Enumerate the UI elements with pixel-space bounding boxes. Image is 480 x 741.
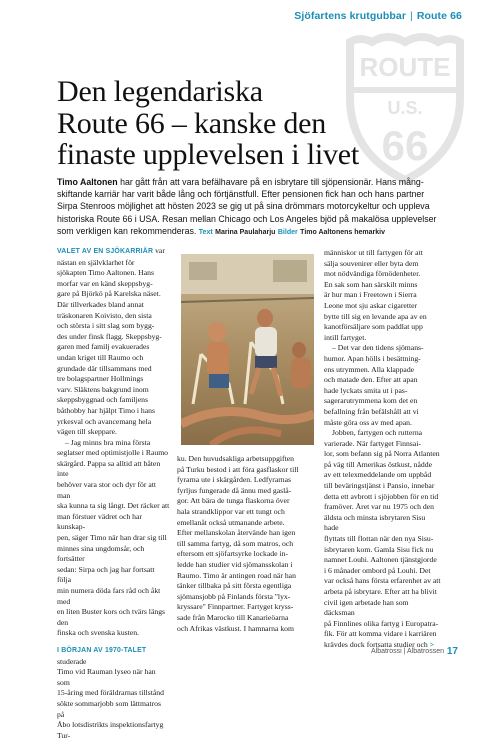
section-name: Sjöfartens krutgubbar — [294, 10, 407, 22]
text-line: varv. Släktens bakgrund inom — [57, 384, 149, 394]
watermark-number-text: 66 — [381, 122, 429, 169]
text-line: människor ut till fartygen för att — [324, 248, 423, 257]
text-line: tre bolagspartner Hollmings — [57, 374, 144, 384]
credit-pics-name: Timo Aaltonens hemarkiv — [300, 228, 385, 236]
text-line: namnet Louhi. Aaltonen tjänstgjorde — [324, 555, 437, 565]
ingress-line: har gått från att vara befälhavare på en isbrytare till sjöpensionär. Hans mång- — [120, 177, 424, 187]
text-line: Timo vid Rauman lyseo när han som — [57, 667, 156, 687]
paragraph-3 — [57, 645, 170, 741]
text-line: på väg till Amerikas östkust, nådde — [324, 459, 433, 469]
series-name: Route 66 — [416, 10, 462, 22]
text-line: är hur man i Freetown i Sierra — [324, 290, 417, 300]
watermark-us-text: U.S. — [387, 98, 423, 118]
text-line: tänker tillbaka på sitt första egentliga — [177, 581, 292, 591]
text-line: Raumo. Timo är antingen road när han — [177, 570, 296, 580]
text-line: sjökapten Timo Aaltonen. Hans — [57, 268, 154, 278]
section-kicker — [294, 10, 462, 22]
text-line: befallning från befälshåll att vi — [324, 406, 419, 416]
text-line: intill fartyget. — [324, 332, 367, 342]
text-line: grundade där tillsammans med — [57, 363, 152, 373]
text-line: minnes sina ungdomsår, och fortsätter — [57, 543, 145, 564]
text-line: lor, som befann sig på Norra Atlanten — [324, 449, 440, 459]
text-line: var också hans första erfarenhet av att — [324, 576, 441, 586]
text-line: detta ett avbrott i sjöjobben för en tid — [324, 491, 439, 501]
text-line: bytte till sig en levande apa av en — [324, 311, 427, 321]
text-line: civil igen arbetade han som däcksman — [324, 597, 409, 618]
text-line: träskonaren Koivisto, den sista — [57, 310, 152, 320]
text-line: des under finsk flagg. Skeppsbyg- — [57, 331, 162, 341]
text-line: emellanåt också utmanande arbete. — [177, 517, 285, 527]
text-line: skärgård. Pappa sa alltid att båten inte — [57, 458, 161, 479]
paragraph-6 — [324, 343, 441, 428]
text-line: pen, säger Timo när han drar sig till — [57, 533, 167, 543]
text-line: i 6 månader ombord på Louhi. Det — [324, 565, 431, 575]
text-line: vägen till skeppare. — [57, 427, 117, 437]
text-line: sade från Marocko till Kanarieöarna — [177, 612, 289, 622]
text-line: seglatser med optimistjolle i Raumo — [57, 448, 169, 458]
text-line: Åbo lotsdistrikts inspektionsfartyg Tur- — [57, 720, 164, 740]
text-line: yrkesval och avancemang hela — [57, 416, 152, 426]
ingress-line: Sirpa Stenroos möjlighet att hösten 2023 se gig ut på sina drömmars motorcykeltur och uppleva — [57, 201, 430, 212]
text-line: studerade — [57, 656, 87, 666]
text-line: – Jag minns bra mina första — [65, 437, 151, 447]
text-line: var — [153, 246, 165, 255]
text-line: och största i sitt slag som bygg- — [57, 321, 155, 331]
article-column-1 — [57, 246, 170, 741]
text-line: fyrljus fungerade då ännu med gaslå- — [177, 485, 292, 495]
text-line: kryssare" Finnpartner. Fartyget kryss- — [177, 602, 294, 612]
text-line: isbrytaren kom. Gamla Sisu fick nu — [324, 544, 434, 554]
article-column-3 — [324, 248, 441, 651]
deck-crew-photo — [181, 254, 314, 445]
text-line: av ett telexmeddelande om uppbåd — [324, 470, 432, 480]
text-line: behöver vara stor och dyr för att man — [57, 480, 157, 500]
text-line: till samma fartyg, då som matros, och — [177, 538, 294, 548]
footer-publication: Albatrossi | Albatrossen — [370, 648, 444, 655]
article-column-2 — [177, 454, 317, 634]
text-line: min numera döda fars råd och åkt med — [57, 586, 161, 606]
text-line: fyrarna ute i skärgården. Ledfyrarnas — [177, 475, 292, 485]
text-line: kanotförsäljare som paddlat upp — [324, 322, 423, 332]
text-line: äldsta och minsta isbrytaren Sisu hade — [324, 512, 426, 533]
text-line: sedan: Sirpa och jag har fortsatt följa — [57, 564, 155, 585]
ingress-line: skiftande karriär har varit både lång och förtjänstfull. Efter pensionen fick han och hans partner — [57, 189, 425, 200]
text-line: man förstuer vädret och har kunskap- — [57, 511, 142, 532]
text-line: eftersom ett sjöfartsyrke lockade in- — [177, 549, 288, 559]
text-line: framöver. Året var nu 1975 och den — [324, 502, 434, 512]
credit-pics-label: Bilder — [277, 228, 298, 236]
paragraph-1 — [57, 246, 170, 438]
text-line: båthobby har hjälpt Timo i hans — [57, 405, 156, 415]
text-line: sälja souvenirer eller byta dem — [324, 258, 419, 268]
text-line: undan kriget till Raumo och — [57, 352, 144, 362]
text-line: skeppsbyggnad och familjens — [57, 395, 148, 405]
paragraph-5 — [324, 248, 441, 343]
ingress-line: historiska Route 66 i USA. Resan mellan Chicago och Los Angeles bjöd på makalösa upplevelser — [57, 213, 437, 224]
text-line: humor. Apan hölls i besättning- — [324, 353, 421, 363]
credit-text-name: Marina Paulaharju — [215, 228, 276, 236]
ingress-line: som verkligen kan rekommenderas. — [57, 225, 197, 236]
text-line: Där tillverkades bland annat — [57, 299, 144, 309]
text-line: på Finnlines olika fartyg i Europatra- — [324, 618, 439, 628]
text-line: ska kunna ta sig långt. Det räcker att — [57, 501, 170, 511]
text-line: och matade den. Efter att apan — [324, 375, 418, 385]
text-line: Efter mellanskolan återvände han igen — [177, 528, 296, 538]
text-line: garen med familj evakuerades — [57, 342, 150, 352]
paragraph-2 — [57, 438, 170, 639]
text-line: ku. Den huvudsakliga arbetsuppgiften — [177, 454, 294, 463]
page-number: 17 — [446, 646, 458, 657]
text-line: finska och svenska kusten. — [57, 628, 139, 638]
text-line: måste göra oss av med apan. — [324, 417, 412, 427]
kicker-separator: | — [410, 10, 413, 22]
text-line: morfar var en känd skeppsbyg- — [57, 278, 153, 288]
text-line: gor. Att bära de tunga flaskorna över — [177, 496, 290, 506]
text-line: Leone mot sju askar cigaretter — [324, 300, 418, 310]
watermark-route-text: ROUTE — [359, 52, 451, 82]
article-headline — [57, 76, 397, 171]
headline-line: Route 66 – kanske den — [57, 106, 327, 140]
text-line: sökte sommarjobb som lättmatros på — [57, 698, 161, 719]
article-ingress — [57, 176, 445, 239]
text-line: och Afrikas västkust. I hamnarna kom — [177, 623, 294, 633]
text-line: En sak som han särskilt minns — [324, 279, 418, 289]
lead-caps: VALET AV EN SJÖKARRIÄR — [57, 248, 154, 255]
text-line: en liten Buster kors och tvärs längs den — [57, 607, 166, 627]
text-line: ens utrymmen. Alla klappade — [324, 364, 415, 374]
text-line: Jobben, fartygen och rutterna — [332, 428, 423, 438]
text-line: sagerarutrymmena kom det en — [324, 396, 418, 406]
continue-arrow-icon: > — [429, 639, 435, 649]
text-line: hala strandklippor var ett tungt och — [177, 506, 285, 516]
text-line: på Turku bestod i att föra gasflaskor till — [177, 464, 299, 474]
text-line: flyttats till flottan när den nya Sisu- — [324, 534, 434, 544]
text-line: varierade. När fartyget Finnsai- — [324, 438, 421, 448]
paragraph-4 — [177, 454, 317, 634]
text-line: 15-åring med föräldrarnas tillstånd — [57, 688, 164, 698]
text-line: arbeta på isbrytare. Efter att ha blivit — [324, 587, 437, 596]
text-line: nästan en självklarhet för — [57, 257, 135, 267]
subheading: I BÖRJAN AV 1970-TALET — [57, 646, 147, 654]
text-line: gare på Björkö på Karelska näset. — [57, 289, 161, 299]
headline-line: finaste upplevelsen i livet — [57, 138, 360, 171]
paragraph-7 — [324, 428, 441, 650]
text-line: till beväringstjänst i Pansio, innebar — [324, 481, 435, 491]
text-line: – Det var den tidens sjömans- — [332, 343, 424, 353]
text-line: ledde han studier vid sjömansskolan i — [177, 559, 293, 569]
text-line: hade lyckats smita ut i pas- — [324, 385, 408, 395]
credit-text-label: Text — [198, 228, 213, 236]
text-line: sjömansjobb på Finlands första "lyx- — [177, 591, 291, 601]
text-line: mot nödvändiga förnödenheter. — [324, 269, 421, 279]
headline-line: Den legendariska — [57, 75, 263, 108]
text-line: fik. För att komma vidare i karriären — [324, 629, 437, 639]
text-line: krävdes dock fortsatta studier och — [324, 639, 428, 649]
ingress-lead-name: Timo Aaltonen — [57, 177, 118, 187]
